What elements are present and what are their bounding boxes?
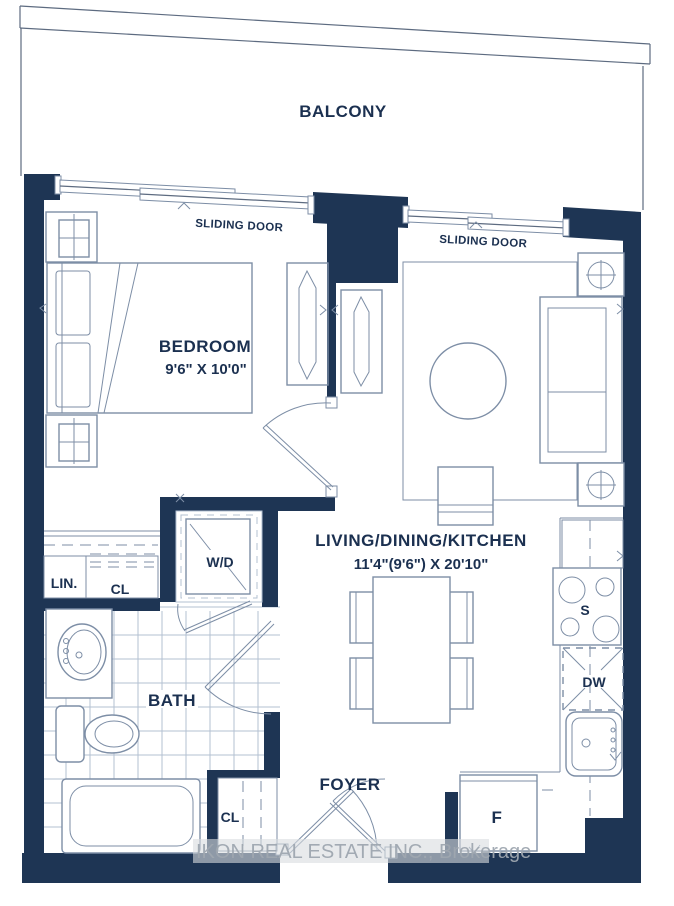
washer-dryer-label: W/D: [206, 554, 234, 570]
bedroom-sliding-door: [55, 176, 314, 214]
bath-label: BATH: [148, 691, 196, 710]
bedroom-label: BEDROOM: [158, 337, 252, 356]
armchair: [438, 467, 493, 525]
kitchen-sink: [566, 712, 622, 776]
bedroom-door: [263, 403, 333, 490]
sliding-door-label-2: SLIDING DOOR: [438, 233, 528, 251]
washer-dryer-closet: [176, 511, 262, 633]
living-label: LIVING/DINING/KITCHEN: [315, 531, 527, 550]
bathtub: [62, 779, 200, 853]
bedroom-nightstand-bottom: [46, 415, 97, 467]
dishwasher-label: DW: [582, 674, 606, 690]
closet-foyer-label: CL: [220, 809, 240, 825]
living-dims: 11'4"(9'6") X 20'10": [353, 556, 489, 573]
foyer-label: FOYER: [319, 775, 381, 794]
dining-table: [373, 577, 450, 723]
linen-label: LIN.: [50, 575, 78, 591]
living-sliding-door: [403, 206, 569, 236]
bath-vanity-sink: [46, 609, 112, 698]
sofa: [540, 297, 622, 463]
watermark-text: IKON REAL ESTATE INC., Brokerage: [196, 841, 532, 863]
end-table-top: [578, 253, 624, 296]
closet-hall-label: CL: [110, 581, 130, 597]
balcony-label: BALCONY: [299, 102, 387, 121]
end-table-bottom: [578, 463, 624, 506]
living-wardrobe: [341, 290, 382, 393]
stove-label: S: [580, 602, 590, 618]
coffee-table: [430, 343, 506, 419]
toilet: [56, 706, 139, 762]
fridge-label: F: [491, 808, 503, 827]
bedroom-wardrobe: [287, 263, 328, 385]
bedroom-dims: 9'6" X 10'0": [165, 361, 247, 378]
sliding-door-label-1: SLIDING DOOR: [194, 217, 284, 235]
bedroom-nightstand-top: [46, 212, 97, 262]
